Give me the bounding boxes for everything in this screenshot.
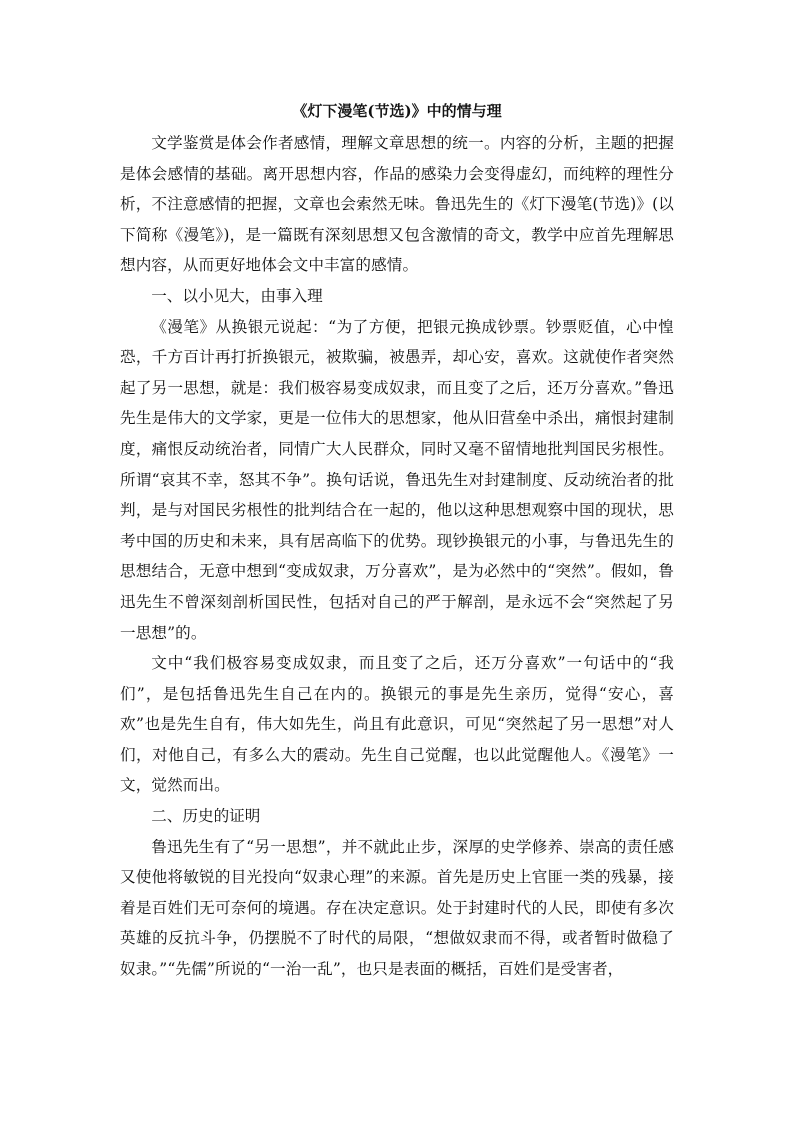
section-heading-2: 二、历史的证明	[151, 807, 261, 826]
section2-paragraph-1: 鲁迅先生有了“另一思想”，并不就此止步，深厚的史学修养、崇高的责任感又使他将敏锐的目光投向“奴隶心理”的来源。首先是历史上官匪一类的残暴，接着是百姓们无可奈何的境遇。存在决定意识。处于封建时代的人民，即使有多次英雄的反抗斗争，仍摆脱不了时代的局限，“想做奴隶而不得，或者暂时做稳了奴隶。”“先儒”所说的“一治一乱”，也只是表面的概括，百姓们是受害者，	[120, 837, 674, 979]
section1-paragraph-2: 文中“我们极容易变成奴隶，而且变了之后，还万分喜欢”一句话中的“我们”，是包括鲁迅先生自己在内的。换银元的事是先生亲历，觉得“安心，喜欢”也是先生自有，伟大如先生，尚且有此意识，可见“突然起了另一思想”对人们，对他自己，有多么大的震动。先生自己觉醒，也以此觉醒他人。《漫笔》一文，觉然而出。	[120, 654, 674, 795]
section-heading-1: 一、以小见大，由事入理	[151, 286, 323, 305]
section1-paragraph-1: 《漫笔》从换银元说起：“为了方便，把银元换成钞票。钞票贬值，心中惶恐，千方百计再打折换银元，被欺骗，被愚弄，却心安，喜欢。这就使作者突然起了另一思想，就是：我们极容易变成奴隶，而且变了之后，还万分喜欢。”鲁迅先生是伟大的文学家，更是一位伟大的思想家，他从旧营垒中杀出，痛恨封建制度，痛恨反动统治者，同情广大人民群众，同时又毫不留情地批判国民劣根性。所谓“哀其不幸，怒其不争”。换句话说，鲁迅先生对封建制度、反动统治者的批判，是与对国民劣根性的批判结合在一起的，他以这种思想观察中国的现状，思考中国的历史和未来，具有居高临下的优势。现钞换银元的小事，与鲁迅先生的思想结合，无意中想到“变成奴隶，万分喜欢”，是为必然中的“突然”。假如，鲁迅先生不曾深刻剖析国民性，包括对自己的严于解剖，是永远不会“突然起了另一思想”的。	[120, 317, 674, 642]
document-title: 《灯下漫笔(节选)》中的情与理	[292, 102, 502, 120]
intro-paragraph: 文学鉴赏是体会作者感情，理解文章思想的统一。内容的分析，主题的把握是体会感情的基础。离开思想内容，作品的感染力会变得虚幻，而纯粹的理性分析，不注意感情的把握，文章也会索然无味。鲁迅先生的《灯下漫笔(节选)》(以下简称《漫笔》)，是一篇既有深刻思想又包含激情的奇文，教学中应首先理解思想内容，从而更好地体会文中丰富的感情。	[120, 134, 674, 275]
document-page	[120, 98, 674, 985]
